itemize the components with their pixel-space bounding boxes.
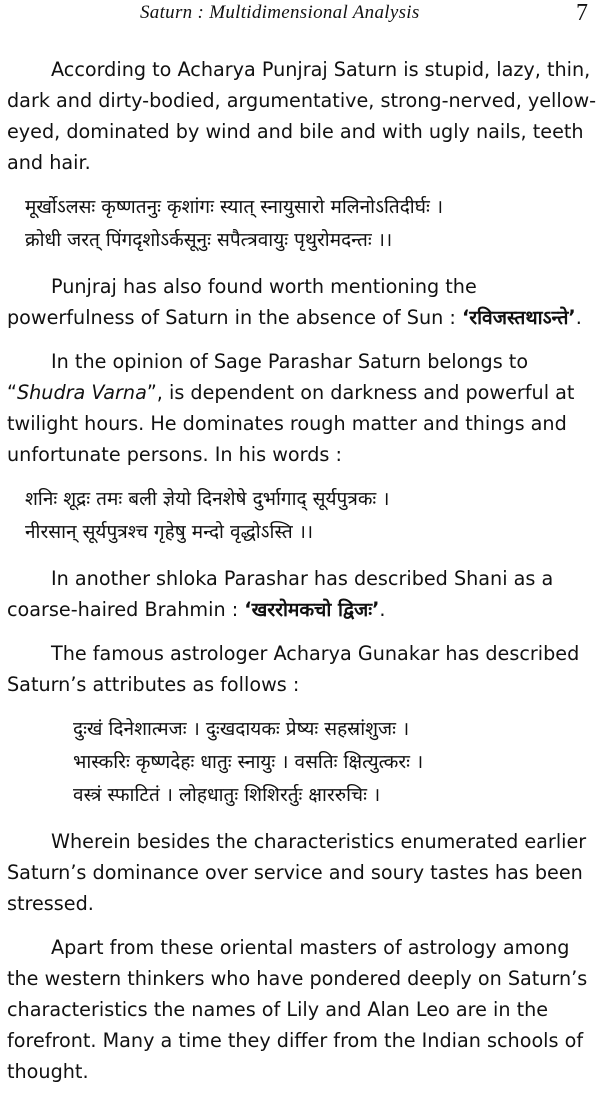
- paragraph-text: ”, is dependent on darkness and powerful at twilight hours. He dominates rough matter and things and unfortunate persons. In his words :: [7, 381, 575, 466]
- verse-line: नीरसान् सूर्यपुत्रश्च गृहेषु मन्दो वृद्धोऽस्ति ।।: [25, 521, 314, 543]
- italic-term: Shudra Varna: [16, 381, 147, 404]
- verse-line: क्रोधी जरत् पिंगदृशोऽर्कसूनुः सपैत्त्रवायुः पृथुरोमदन्तः ।।: [25, 229, 393, 251]
- sanskrit-verse-parashar: [7, 483, 597, 549]
- paragraph-text: In the opinion of Sage Parashar Saturn belongs to “: [7, 350, 529, 404]
- running-title: Saturn : Multidimensional Analysis: [140, 2, 420, 23]
- sanskrit-quote: ‘खररोमकचो द्विजः’: [244, 598, 380, 621]
- paragraph-western-thinkers: Apart from these oriental masters of astrology among the western thinkers who have pondered deeply on Saturn’s characteristics the names of Lily and Alan Leo are in the forefront. Many a time they differ from the Indian schools of thought.: [7, 936, 588, 1083]
- paragraph-powerfulness: [7, 271, 597, 333]
- paragraph-punjraj-attributes: According to Acharya Punjraj Saturn is stupid, lazy, thin, dark and dirty-bodied, argumentative, strong-nerved, yellow-eyed, dominated by wind and bile and with ugly nails, teeth and hair.: [7, 58, 597, 174]
- page-number: 7: [576, 0, 588, 26]
- punctuation: .: [379, 598, 386, 621]
- sanskrit-quote: ‘रविजस्तथाऽन्ते’: [461, 306, 576, 329]
- verse-line: दुःखं दिनेशात्मजः । दुःखदायकः प्रेष्यः सहस्रांशुजः ।: [73, 718, 410, 740]
- paragraph-parashar: [7, 346, 597, 470]
- verse-line: वस्त्रं स्फाटितं । लोहधातुः शिशिरर्तुः क्षाररुचिः ।: [73, 784, 381, 806]
- paragraph-text: Punjraj has also found worth mentioning the powerfulness of Saturn in the absence of Sun :: [7, 275, 477, 329]
- sanskrit-verse-punjraj: [7, 191, 597, 257]
- page-body: [7, 54, 597, 1100]
- paragraph-wherein: Wherein besides the characteristics enumerated earlier Saturn’s dominance over service and soury tastes has been stressed.: [7, 830, 587, 915]
- verse-line: मूर्खोऽलसः कृष्णतनुः कृशांगः स्यात् स्नायुसारो मलिनोऽतिदीर्घः ।: [25, 196, 444, 218]
- paragraph-shloka: [7, 563, 597, 625]
- paragraph-gunakar: The famous astrologer Acharya Gunakar has described Saturn’s attributes as follows :: [7, 642, 580, 696]
- page-header: [0, 2, 600, 26]
- sanskrit-verse-gunakar: [7, 713, 597, 812]
- verse-line: शनिः शूद्रः तमः बली ज्ञेयो दिनशेषे दुर्भागाद् सूर्यपुत्रकः ।: [25, 488, 390, 510]
- paragraph-text: In another shloka Parashar has described Shani as a coarse-haired Brahmin :: [7, 567, 554, 621]
- verse-line: भास्करिः कृष्णदेहः धातुः स्नायुः । वसतिः क्षित्युत्करः ।: [73, 751, 424, 773]
- punctuation: .: [575, 306, 582, 329]
